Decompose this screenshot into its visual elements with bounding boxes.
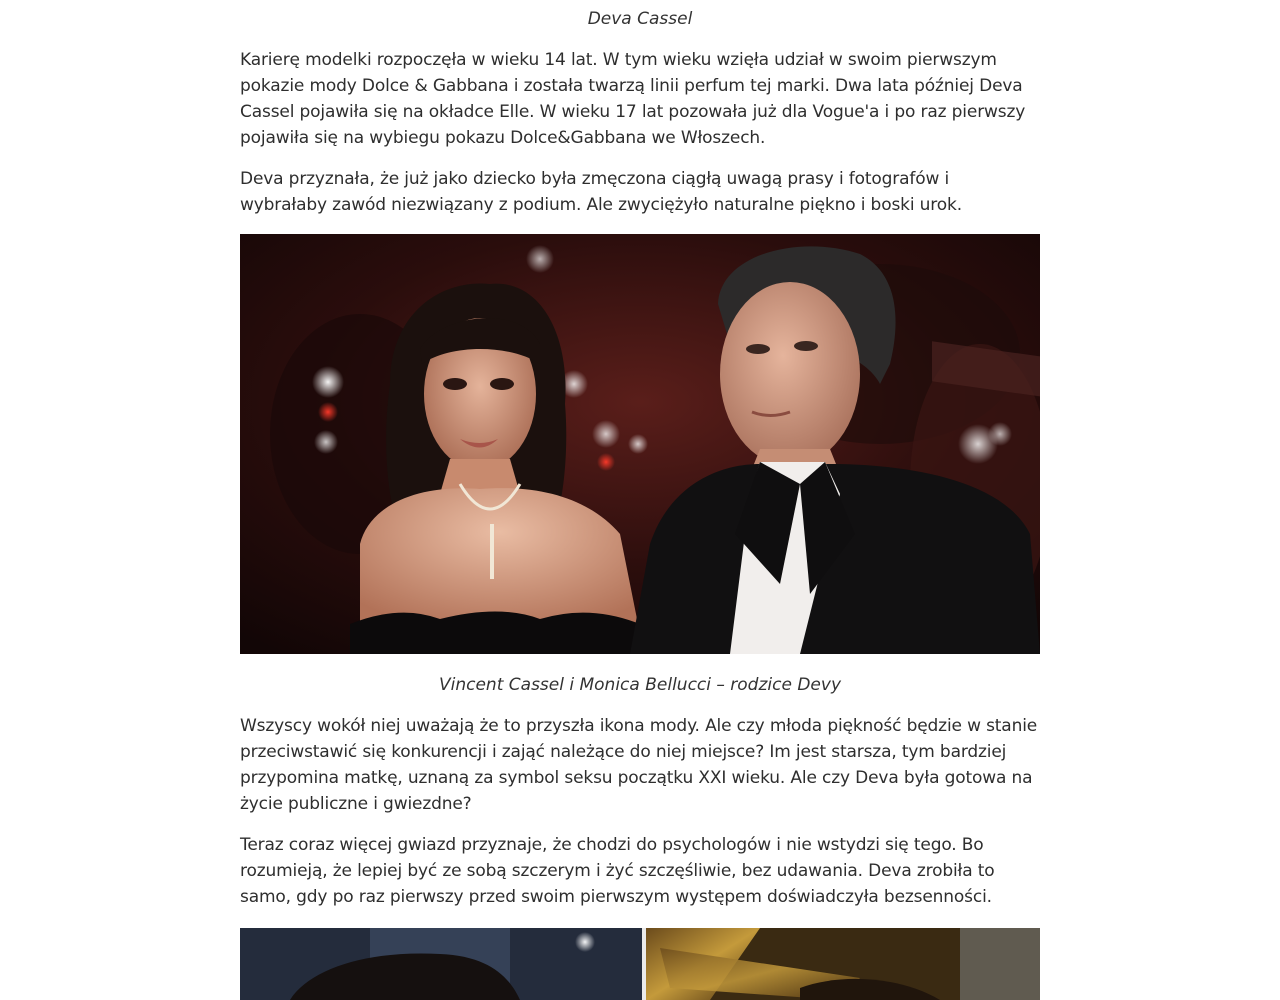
image-caption-parents: Vincent Cassel i Monica Bellucci – rodzice Devy [439,675,841,695]
paragraph-psychologists [240,832,1040,910]
photo-deva-image [240,928,1040,1000]
photo-parents [240,234,1040,654]
paragraph-fashion-icon [240,713,1040,817]
paragraph-childhood [240,166,1040,218]
paragraph-text: Wszyscy wokół niej uważają że to przyszła ikona mody. Ale czy młoda piękność będzie w stanie przeciwstawić się konkurencji i zająć należące do niej miejsce? Im jest starsza, tym bardziej przypomina matkę, uznaną za symbol seksu początku XXI wieku. Ale czy Deva była gotowa na życie publiczne i gwiezdne? [240,716,1038,814]
paragraph-text: Teraz coraz więcej gwiazd przyznaje, że chodzi do psychologów i nie wstydzi się tego. Bo rozumieją, że lepiej być ze sobą szczerym i żyć szczęśliwie, bez udawania. Deva zrobiła to samo, gdy po raz pierwszy przed swoim pierwszym występem doświadczyła bezsenności. [240,835,995,907]
photo-parents-image [240,234,1040,654]
paragraph-career [240,47,1040,151]
paragraph-text: Karierę modelki rozpoczęła w wieku 14 lat. W tym wieku wzięła udział w swoim pierwszym pokazie mody Dolce & Gabbana i została twarzą linii perfum tej marki. Dwa lata później Deva Cassel pojawiła się na okładce Elle. W wieku 17 lat pozowała już dla Vogue'a i po raz pierwszy pojawiła się na wybiegu pokazu Dolce&Gabbana we Włoszech. [240,50,1026,148]
paragraph-text: Deva przyznała, że już jako dziecko była zmęczona ciągłą uwagą prasy i fotografów i wybrałaby zawód niezwiązany z podium. Ale zwyciężyło naturalne piękno i boski urok. [240,169,962,215]
image-caption-deva: Deva Cassel [587,9,693,29]
photo-deva-partial [240,928,1040,1000]
